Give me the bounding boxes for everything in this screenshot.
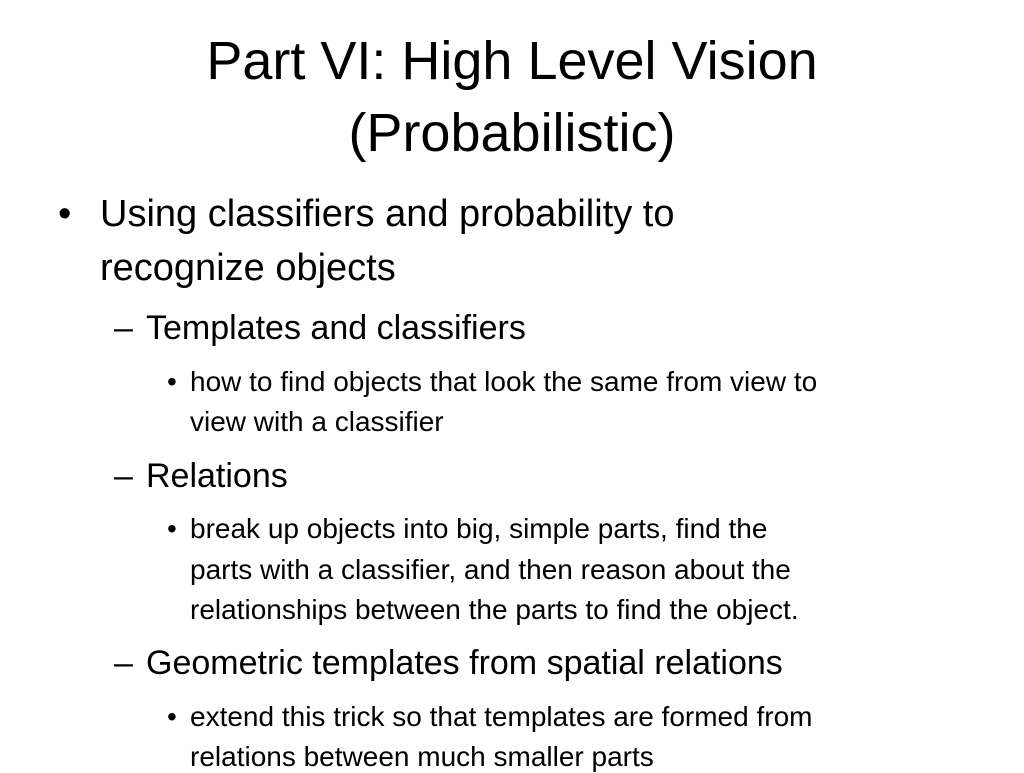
detail-text-line: parts with a classifier, and then reason about the	[190, 554, 791, 585]
detail-text-line: view with a classifier	[190, 406, 444, 437]
bullet-text-line-1: Using classifiers and probability to	[100, 193, 675, 235]
bullet-marker-small: •	[167, 513, 177, 544]
bullet-marker: •	[58, 193, 72, 235]
title-line-2: (Probabilistic)	[348, 102, 676, 163]
detail-text-line: relations between much smaller parts	[190, 741, 654, 772]
bullet-text-line-2: recognize objects	[100, 247, 396, 289]
sub-bullet-geometric-templates: Geometric templates from spatial relations	[146, 644, 783, 682]
bullet-marker-small: •	[167, 366, 177, 397]
detail-text-line: break up objects into big, simple parts, find the	[190, 513, 768, 544]
sub-bullet-relations: Relations	[146, 457, 288, 495]
detail-text-line: relationships between the parts to find the object.	[190, 594, 799, 625]
title-line-1: Part VI: High Level Vision	[206, 31, 818, 91]
sub-bullet-templates: Templates and classifiers	[146, 309, 526, 347]
bullet-marker-small: •	[167, 701, 177, 732]
dash-marker: –	[114, 457, 133, 495]
dash-marker: –	[114, 644, 133, 682]
detail-text-line: extend this trick so that templates are formed from	[190, 701, 813, 732]
detail-text-line: how to find objects that look the same from view to	[190, 366, 818, 397]
dash-marker: –	[114, 309, 133, 347]
